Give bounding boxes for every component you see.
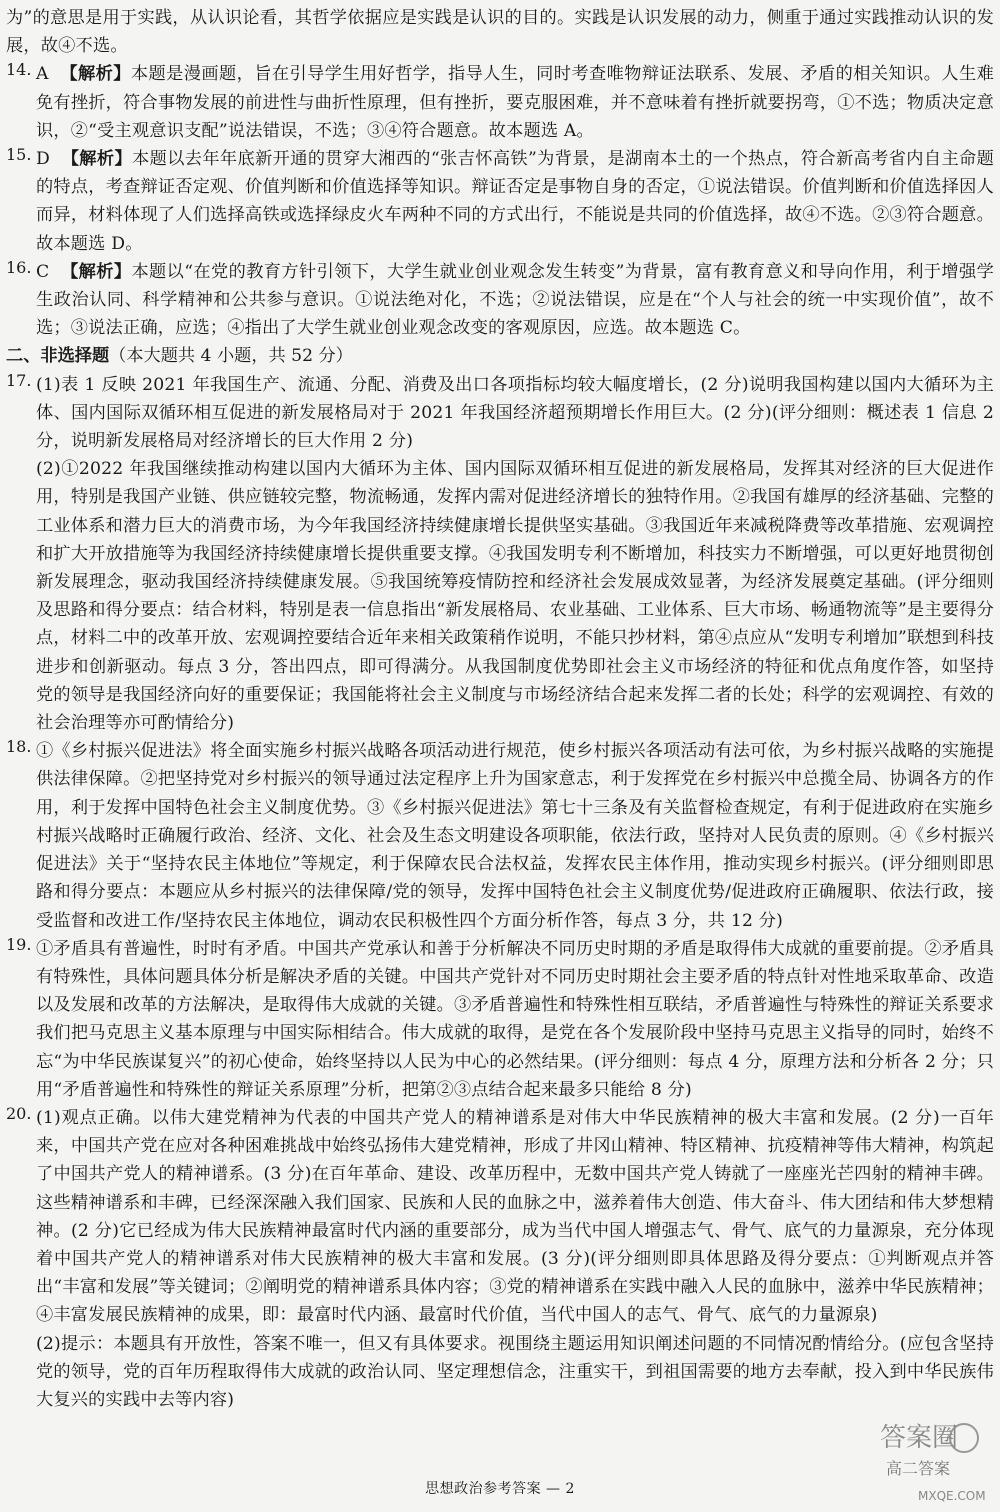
answer-q16 <box>6 258 994 343</box>
analysis-text: 本题以去年年底新开通的贯穿大湘西的“张吉怀高铁”为背景，是湖南本土的一个热点，符合新高考省内自主命题的特点，考查辩证否定观、价值判断和价值选择等知识。辩证否定是事物自身的否定，①说法错误。价值判断和价值选择因人而异，材料体现了人们选择高铁或选择绿皮火车两种不同的方式出行，不能说是共同的价值选择，故④不选。②③符合题意。故本题选 D。 <box>36 149 995 254</box>
answer-q14 <box>6 60 994 145</box>
answer-q20-part1 <box>6 1104 994 1330</box>
answer-q18 <box>6 737 994 934</box>
analysis-tag: 【解析】 <box>60 64 131 85</box>
answer-content <box>6 4 994 1414</box>
answer-q17-part1 <box>6 371 994 456</box>
answer-text: ①矛盾具有普遍性，时时有矛盾。中国共产党承认和善于分析解决不同历史时期的矛盾是取得伟大成就的重要前提。②矛盾具有特殊性，具体问题具体分析是解决矛盾的关键。中国共产党针对不同历史时期社会主要矛盾的特点针对性地采取革命、改造以及发展和改革的方法解决，是取得伟大成就的关键。③矛盾普遍性和特殊性相互联结，矛盾普遍性与特殊性的辩证关系要求我们把马克思主义基本原理与中国实际相结合。伟大成就的取得，是党在各个发展阶段中坚持马克思主义指导的同时，始终不忘“为中华民族谋复兴”的初心使命，始终坚持以人民为中心的必然结果。(评分细则：每点 4 分，原理方法和分析各 2 分；只用“矛盾普遍性和特殊性的辩证关系原理”分析，把第②③点结合起来最多只能给 8 分) <box>36 938 994 1100</box>
answer-text <box>36 60 994 145</box>
question-number: 17. <box>6 370 32 390</box>
page-footer: 思想政治参考答案 — 2 <box>425 1481 575 1497</box>
answer-text: (1)观点正确。以伟大建党精神为代表的中国共产党人的精神谱系是对伟大中华民族精神的极大丰富和发展。(2 分)一百年来，中国共产党在应对各种困难挑战中始终弘扬伟大建党精神，形成了井冈山精神、特区精神、抗疫精神等伟大精神，构筑起了中国共产党人的精神谱系。(3 分)在百年革命、建设、改革历程中，无数中国共产党人铸就了一座座光芒四射的精神丰碑。这些精神谱系和丰碑，已经深深融入我们国家、民族和人民的血脉之中，滋养着伟大创造、伟大奋斗、伟大团结和伟大梦想精神。(2 分)它已经成为伟大民族精神最富时代内涵的重要部分，成为当代中国人增强志气、骨气、底气的力量源泉，充分体现着中国共产党人的精神谱系对伟大民族精神的极大丰富和发展。(3 分)(评分细则即具体思路及得分要点：①判断观点并答出“丰富和发展”等关键词；②阐明党的精神谱系具体内容；③党的精神谱系在实践中融入人民的血脉中，滋养中华民族精神；④丰富发展民族精神的成果，即：最富时代内涵、最富时代价值，当代中国人的志气、骨气、底气的力量源泉) <box>36 1107 994 1326</box>
analysis-tag: 【解析】 <box>61 261 132 282</box>
question-number: 14. <box>6 60 32 80</box>
answer-text: ①《乡村振兴促进法》将全面实施乡村振兴战略各项活动进行规范，使乡村振兴各项活动有法可依，为乡村振兴战略的实施提供法律保障。②把坚持党对乡村振兴的领导通过法定程序上升为国家意志，利于发挥党在乡村振兴中总揽全局、协调各方的作用，利于发挥中国特色社会主义制度优势。③《乡村振兴促进法》第七十三条及有关监督检查规定，有利于促进政府在实施乡村振兴战略时正确履行政治、经济、文化、社会及生态文明建设各项职能，依法行政，坚持对人民负责的原则。④《乡村振兴促进法》关于“坚持农民主体地位”等规定，利于保障农民合法权益，发挥农民主体作用，推动实现乡村振兴。(评分细则即思路和得分要点：本题应从乡村振兴的法律保障/党的领导，发挥中国特色社会主义制度优势/促进政府正确履职、依法行政，接受监督和改进工作/坚持农民主体地位，调动农民积极性四个方面分析作答，每点 3 分，共 12 分) <box>36 741 994 931</box>
q13-continuation: 为”的意思是用于实践，从认识论看，其哲学依据应是实践是认识的目的。实践是认识发展的动力，侧重于通过实践推动认识的发展，故④不选。 <box>6 8 994 57</box>
section-heading <box>6 342 994 370</box>
answer-choice: C <box>36 261 50 282</box>
analysis-text: 本题是漫画题，旨在引导学生用好哲学，指导人生，同时考查唯物辩证法联系、发展、矛盾的相关知识。人生难免有挫折，符合事物发展的前进性与曲折性原理，但有挫折，要克服困难，并不意味着有挫折就要拐弯，①不选；物质决定意识，②“受主观意识支配”说法错误，不选；③④符合题意。故本题选 A。 <box>36 64 994 141</box>
question-number: 20. <box>6 1103 32 1123</box>
question-number: 15. <box>6 145 32 165</box>
answer-q15 <box>6 145 994 258</box>
analysis-tag: 【解析】 <box>61 149 133 170</box>
answer-choice: A <box>36 64 49 85</box>
watermark-line-1: 答案圈 <box>880 1423 959 1453</box>
answer-text: (1)表 1 反映 2021 年我国生产、流通、分配、消费及出口各项指标均较大幅度增长，(2 分)说明我国构建以国内大循环为主体、国内国际双循环相互促进的新发展格局对于 2021 年我国经济超预期增长作用巨大。(2 分)(评分细则：概述表 1 信息 2 分，说明新发展格局对经济增长的巨大作用 2 分) <box>36 374 994 452</box>
answer-q20-part2: (2)提示：本题具有开放性，答案不唯一，但又有具体要求。视围绕主题运用知识阐述问题的不同情况酌情给分。(应包含坚持党的领导，党的百年历程取得伟大成就的政治认同、坚定理想信念，注重实干，到祖国需要的地方去奉献，投入到中华民族伟大复兴的实践中去等内容) <box>36 1333 994 1410</box>
watermark-url: MXQE.COM <box>918 1489 986 1503</box>
analysis-text: 本题以“在党的教育方针引领下，大学生就业创业观念发生转变”为背景，富有教育意义和导向作用，利于增强学生政治认同、科学精神和公共参与意识。①说法绝对化，不选；②说法错误，应是在“个人与社会的统一中实现价值”，故不选；③说法正确，应选；④指出了大学生就业创业观念改变的客观原因，应选。故本题选 C。 <box>36 261 994 339</box>
answer-text <box>36 145 994 258</box>
section-note: （本大题共 4 小题，共 52 分） <box>109 346 353 367</box>
answer-choice: D <box>36 149 50 170</box>
answer-q17-part2: (2)①2022 年我国继续推动构建以国内大循环为主体、国内国际双循环相互促进的新发展格局，发挥其对经济的巨大促进作用，特别是我国产业链、供应链较完整，物流畅通，发挥内需对促进经济增长的独特作用。②我国有雄厚的经济基础、完整的工业体系和潜力巨大的消费市场，为今年我国经济持续健康增长提供坚实基础。③我国近年来减税降费等改革措施、宏观调控和扩大开放措施等为我国经济持续健康增长提供重要支撑。④我国发明专利不断增加，科技实力不断增强，可以更好地贯彻创新发展理念，驱动我国经济持续健康发展。⑤我国统筹疫情防控和经济社会发展成效显著，为经济发展奠定基础。(评分细则及思路和得分要点：结合材料，特别是表一信息指出“新发展格局、农业基础、工业体系、巨大市场、畅通物流等”是主要得分点，材料二中的改革开放、宏观调控要结合近年来相关政策稍作说明，不能只抄材料，第④点应从“发明专利增加”联想到科技进步和创新驱动。每点 3 分，答出四点，即可得满分。从我国制度优势即社会主义市场经济的特征和优点角度作答，如坚持党的领导是我国经济向好的重要保证；我国能将社会主义制度与市场经济结合起来发挥二者的长处；科学的宏观调控、有效的社会治理等亦可酌情给分) <box>36 459 994 734</box>
question-number: 19. <box>6 934 32 954</box>
section-title: 二、非选择题 <box>6 346 110 367</box>
watermark-line-2: 高二答案 <box>886 1459 951 1478</box>
answer-text <box>36 258 994 343</box>
question-number: 18. <box>6 737 32 757</box>
question-number: 16. <box>6 257 32 277</box>
answer-q19 <box>6 935 994 1104</box>
